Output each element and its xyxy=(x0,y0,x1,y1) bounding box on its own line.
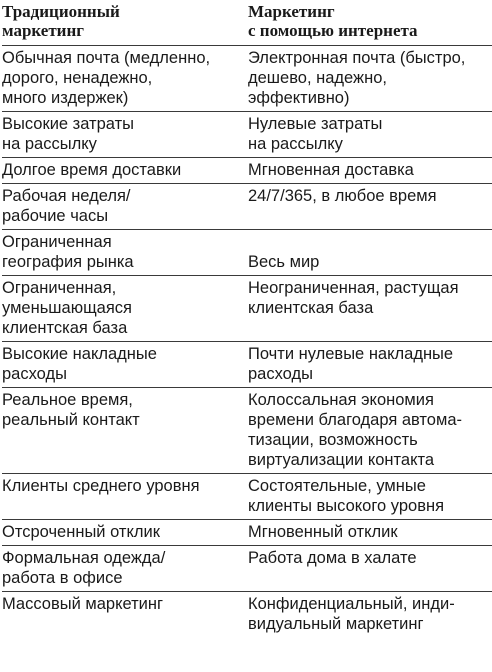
internet-cell xyxy=(248,476,488,516)
table-row xyxy=(2,184,492,230)
traditional-cell-line: Высокие затраты xyxy=(2,115,135,133)
traditional-cell-line: Клиенты среднего уровня xyxy=(2,477,200,495)
traditional-cell-line: уменьшающаяся xyxy=(2,299,132,317)
internet-cell-line: на рассылку xyxy=(248,135,343,153)
internet-cell-line: Нулевые затраты xyxy=(248,115,383,133)
traditional-cell-line: Ограниченная xyxy=(2,233,112,251)
traditional-cell-line: Формальная одежда/ xyxy=(2,549,166,567)
traditional-cell-line: клиентская база xyxy=(2,319,128,337)
traditional-cell xyxy=(2,594,248,634)
traditional-cell-line: Отсроченный отклик xyxy=(2,523,160,541)
table-row xyxy=(2,388,492,474)
header-traditional xyxy=(2,2,248,40)
table-row xyxy=(2,46,492,112)
header-traditional-line: маркетинг xyxy=(2,21,84,40)
internet-cell-line: Весь мир xyxy=(248,253,320,271)
traditional-cell xyxy=(2,114,248,154)
traditional-cell-line: география рынка xyxy=(2,253,134,271)
table-row xyxy=(2,546,492,592)
traditional-cell xyxy=(2,48,248,108)
internet-cell xyxy=(248,278,488,338)
traditional-cell-line: дорого, ненадежно, xyxy=(2,69,153,87)
internet-cell xyxy=(248,114,488,154)
traditional-cell xyxy=(2,390,248,470)
traditional-cell xyxy=(2,232,248,272)
traditional-cell xyxy=(2,160,248,180)
table-row xyxy=(2,474,492,520)
traditional-cell-line: рабочие часы xyxy=(2,207,109,225)
internet-cell-line: видуальный маркетинг xyxy=(248,615,424,633)
table-row xyxy=(2,230,492,276)
internet-cell-line: Почти нулевые накладные xyxy=(248,345,454,363)
internet-cell xyxy=(248,594,488,634)
traditional-cell-line: Долгое время доставки xyxy=(2,161,182,179)
header-internet-line: с помощью интернета xyxy=(248,21,418,40)
internet-cell-line: эффективно) xyxy=(248,89,350,107)
internet-cell-line: времени благодаря автома- xyxy=(248,411,462,429)
traditional-cell-line: много издержек) xyxy=(2,89,129,107)
traditional-cell-line: работа в офисе xyxy=(2,569,123,587)
traditional-cell xyxy=(2,278,248,338)
traditional-cell xyxy=(2,344,248,384)
table-row xyxy=(2,158,492,184)
traditional-cell-line: Обычная почта (медленно, xyxy=(2,49,211,67)
internet-cell-line: тизации, возможность xyxy=(248,431,418,449)
table-header xyxy=(2,2,492,46)
traditional-cell-line: Высокие накладные xyxy=(2,345,157,363)
table-row xyxy=(2,520,492,546)
internet-cell-line: клиентская база xyxy=(248,299,374,317)
table-row xyxy=(2,112,492,158)
traditional-cell-line: реальный контакт xyxy=(2,411,140,429)
traditional-cell-line: Рабочая неделя/ xyxy=(2,187,131,205)
table-row xyxy=(2,276,492,342)
internet-cell-line: Конфиденциальный, инди- xyxy=(248,595,455,613)
internet-cell-line: клиенты высокого уровня xyxy=(248,497,445,515)
header-internet xyxy=(248,2,488,40)
internet-cell xyxy=(248,548,488,588)
internet-cell-line: 24/7/365, в любое время xyxy=(248,187,437,205)
internet-cell-line: расходы xyxy=(248,365,313,383)
traditional-cell-line: Ограниченная, xyxy=(2,279,117,297)
internet-cell xyxy=(248,390,488,470)
internet-cell-line: Колоссальная экономия xyxy=(248,391,434,409)
table-body xyxy=(2,46,492,637)
traditional-cell-line: на рассылку xyxy=(2,135,97,153)
internet-cell-line: дешево, надежно, xyxy=(248,69,387,87)
traditional-cell xyxy=(2,548,248,588)
traditional-cell-line: Массовый маркетинг xyxy=(2,595,164,613)
traditional-cell xyxy=(2,476,248,516)
table-row xyxy=(2,592,492,637)
traditional-cell xyxy=(2,186,248,226)
internet-cell-line: виртуализации контакта xyxy=(248,451,435,469)
internet-cell-line: Неограниченная, растущая xyxy=(248,279,459,297)
traditional-cell xyxy=(2,522,248,542)
internet-cell-line: Мгновенная доставка xyxy=(248,161,414,179)
internet-cell-line xyxy=(248,232,488,252)
internet-cell xyxy=(248,186,488,226)
internet-cell xyxy=(248,160,488,180)
internet-cell xyxy=(248,522,488,542)
internet-cell-line: Состоятельные, умные xyxy=(248,477,426,495)
traditional-cell-line: Реальное время, xyxy=(2,391,133,409)
traditional-cell-line: расходы xyxy=(2,365,67,383)
internet-cell-line: Электронная почта (быстро, xyxy=(248,49,466,67)
header-internet-line: Маркетинг xyxy=(248,2,335,21)
internet-cell xyxy=(248,232,488,272)
internet-cell-line: Работа дома в халате xyxy=(248,549,417,567)
table-row xyxy=(2,342,492,388)
header-traditional-line: Традиционный xyxy=(2,2,120,21)
internet-cell xyxy=(248,344,488,384)
internet-cell xyxy=(248,48,488,108)
internet-cell-line: Мгновенный отклик xyxy=(248,523,398,541)
